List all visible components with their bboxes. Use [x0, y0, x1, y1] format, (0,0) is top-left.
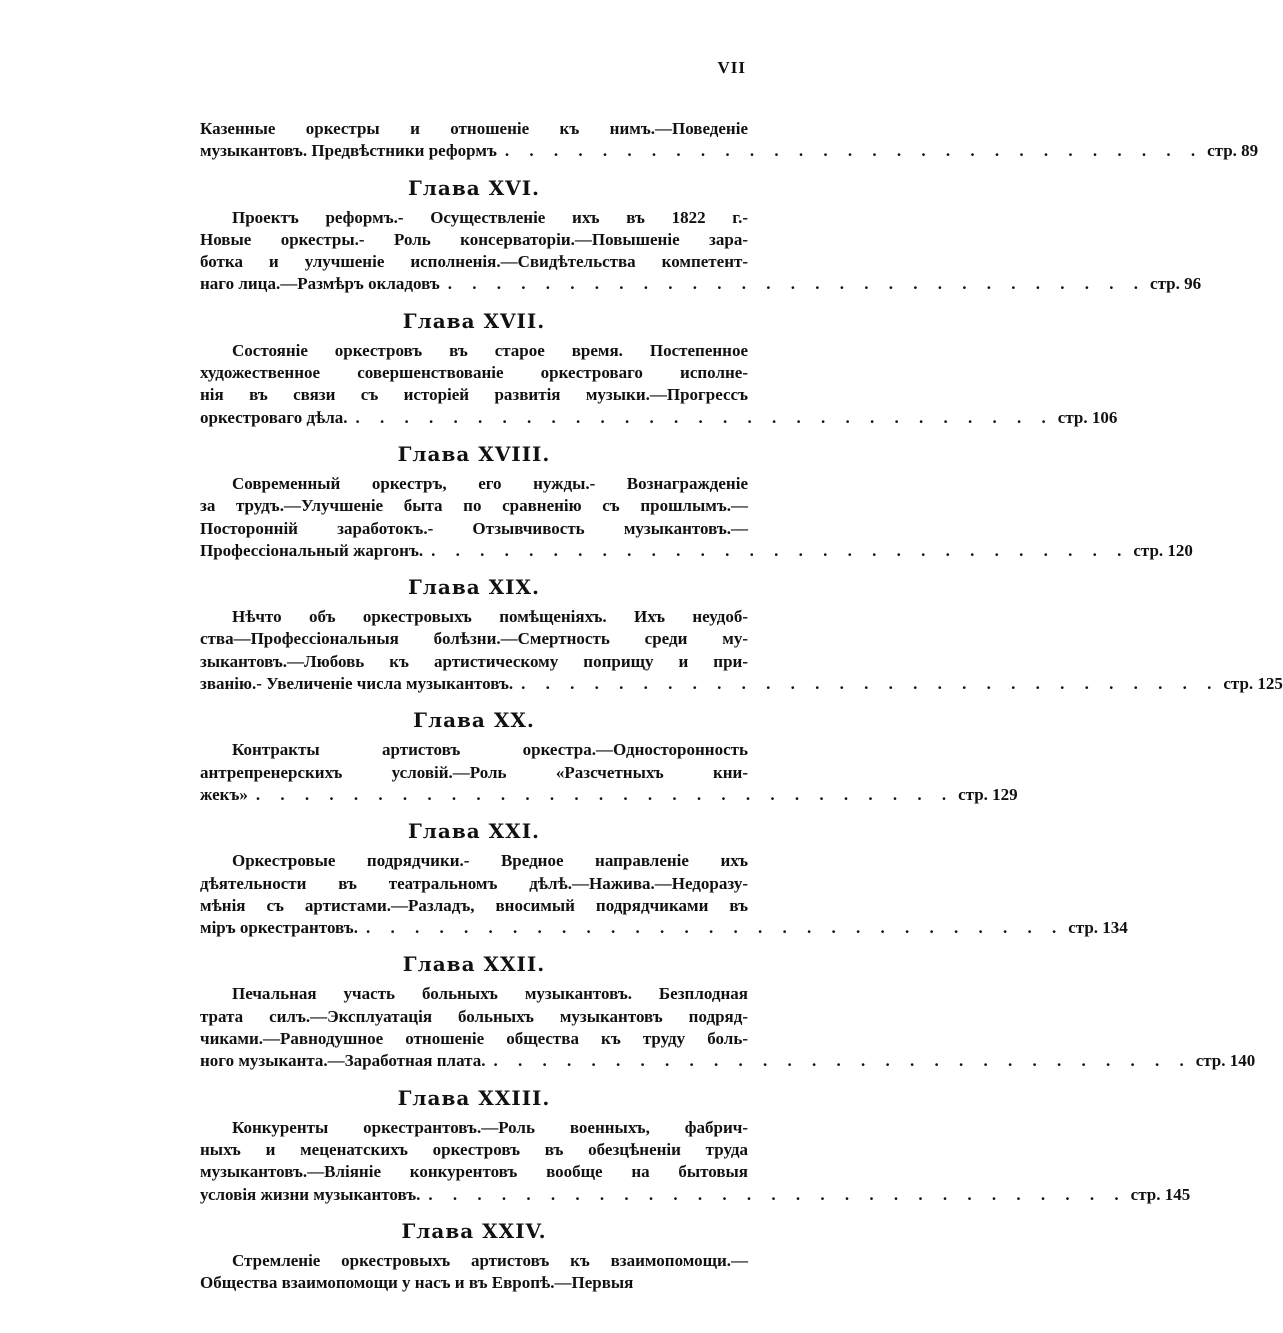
entry-line-text: ного музыканта.—Заработная плата. — [200, 1051, 486, 1071]
entry-line — [200, 495, 748, 517]
entry-line — [200, 850, 748, 872]
intro-entry — [200, 118, 1259, 163]
entry-line — [200, 540, 1193, 562]
entry-line — [200, 207, 748, 229]
page-reference: стр. 145 — [1130, 1184, 1191, 1204]
entry-line-text: музыкантовъ.—Вліяніе конкурентовъ вообще на бытовыя — [200, 1162, 748, 1182]
chapter-summary — [200, 850, 1128, 939]
page-reference: стр. 96 — [1150, 274, 1202, 294]
chapter-heading: Глава XXII. — [402, 952, 546, 977]
chapter-list — [200, 175, 1283, 1295]
entry-line — [200, 1028, 748, 1050]
entry-line-text: Профессіональный жаргонъ. — [200, 540, 424, 560]
entry-line-text: Проектъ реформъ.- Осуществленіе ихъ въ 1822 г.- — [232, 207, 748, 227]
page-reference: стр. 89 — [1207, 141, 1259, 161]
entry-line-text: художественное совершенствованіе оркестроваго исполне- — [200, 363, 748, 383]
page-reference: стр. 120 — [1133, 540, 1193, 560]
entry-line — [200, 518, 748, 540]
chapter-summary — [200, 606, 1283, 695]
chapter-summary — [200, 473, 1193, 562]
entry-line-text: Казенные оркестры и отношеніе къ нимъ.—Поведеніе — [200, 119, 748, 138]
entry-line-text: ства—Профессіональныя болѣзни.—Смертность среди му- — [200, 629, 748, 649]
entry-line-text: чиками.—Равнодушное отношеніе общества къ труду боль- — [200, 1029, 748, 1049]
entry-line-text: Оркестровые подрядчики.- Вредное направленіе ихъ — [232, 851, 748, 871]
entry-line — [200, 1250, 748, 1272]
entry-line — [200, 407, 1118, 429]
entry-line — [200, 384, 748, 406]
entry-line — [200, 473, 748, 495]
chapter-summary — [200, 1117, 1191, 1206]
entry-line-text: Состояніе оркестровъ въ старое время. Постепенное — [232, 340, 748, 360]
entry-line — [200, 673, 1283, 695]
entry-line-text: дѣятельности въ театральномъ дѣлѣ.—Нажива.—Недоразу- — [200, 873, 748, 893]
page-number: VII — [717, 58, 746, 77]
entry-line — [200, 762, 748, 784]
entry-line-text: зыкантовъ.—Любовь къ артистическому поприщу и при- — [200, 651, 748, 671]
entry-line-text: Общества взаимопомощи у насъ и въ Европѣ.—Первыя — [200, 1273, 634, 1293]
table-of-contents — [200, 118, 1283, 1294]
entry-line — [200, 1272, 748, 1294]
entry-line — [200, 1184, 1191, 1206]
chapter-heading: Глава XIX. — [407, 575, 541, 600]
entry-line — [200, 628, 748, 650]
chapter-heading: Глава XX. — [413, 708, 535, 733]
entry-line-text: Нѣчто объ оркестровыхъ помѣщеніяхъ. Ихъ неудоб- — [232, 607, 748, 627]
entry-line — [200, 340, 748, 362]
entry-line-text: музыкантовъ. Предвѣстники реформъ — [200, 141, 497, 161]
leader-dots: . . . . . . . . . . . . . . . . . . . . . . . . . . . . . — [521, 674, 1220, 694]
entry-line-text: Посторонній заработокъ.- Отзывчивость музыкантовъ.— — [200, 518, 748, 538]
entry-line — [200, 873, 748, 895]
entry-line-text: Контракты артистовъ оркестра.—Односторонность — [232, 740, 748, 760]
entry-line-text: Новые оркестры.- Роль консерваторіи.—Повышеніе зара- — [200, 229, 748, 249]
entry-line — [200, 1139, 748, 1161]
page-reference: стр. 134 — [1068, 918, 1128, 938]
chapter-heading: Глава XVII. — [402, 308, 546, 333]
entry-line-text: званію.- Увеличеніе числа музыкантовъ. — [200, 674, 514, 694]
leader-dots: . . . . . . . . . . . . . . . . . . . . . . . . . . . . . — [255, 784, 955, 804]
page-reference: стр. 125 — [1223, 674, 1283, 694]
entry-line — [200, 251, 748, 273]
entry-line — [200, 895, 748, 917]
entry-line — [200, 1050, 1256, 1072]
chapter-summary — [200, 1250, 748, 1295]
entry-line — [200, 739, 748, 761]
chapter-summary — [200, 983, 1256, 1072]
entry-line — [200, 140, 1259, 162]
entry-line-text: антрепренерскихъ условій.—Роль «Разсчетныхъ кни- — [200, 762, 748, 782]
entry-line-text: ботка и улучшеніе исполненія.—Свидѣтельства компетент- — [200, 252, 748, 272]
entry-line-text: условія жизни музыкантовъ. — [200, 1184, 421, 1204]
chapter-summary — [200, 207, 1202, 296]
chapter-heading: Глава XXIV. — [401, 1218, 547, 1243]
entry-line-text: наго лица.—Размѣръ окладовъ — [200, 274, 440, 294]
entry-line-text: жекъ» — [200, 784, 248, 804]
entry-line — [200, 983, 748, 1005]
chapter-heading: Глава XXI. — [407, 819, 541, 844]
chapter-summary — [200, 340, 1118, 429]
leader-dots: . . . . . . . . . . . . . . . . . . . . . . . . . . . . . — [504, 141, 1204, 161]
page-reference: стр. 106 — [1057, 407, 1118, 427]
entry-line-text: Стремленіе оркестровыхъ артистовъ къ взаимопомощи.— — [232, 1250, 748, 1270]
page-reference: стр. 140 — [1195, 1051, 1256, 1071]
entry-line-text: ныхъ и меценатскихъ оркестровъ въ обезцѣненіи труда — [200, 1139, 748, 1159]
entry-line-text: за трудъ.—Улучшеніе быта по сравненію съ прошлымъ.— — [200, 496, 748, 516]
leader-dots: . . . . . . . . . . . . . . . . . . . . . . . . . . . . . — [428, 1184, 1127, 1204]
chapter-heading: Глава XVIII. — [397, 441, 551, 466]
chapter-heading: Глава XVI. — [407, 175, 541, 200]
entry-line — [200, 651, 748, 673]
entry-line — [200, 1117, 748, 1139]
entry-line — [200, 1006, 748, 1028]
entry-line-text: мѣнія съ артистами.—Разладъ, вносимый подрядчиками въ — [200, 895, 748, 915]
entry-line — [200, 784, 1018, 806]
leader-dots: . . . . . . . . . . . . . . . . . . . . . . . . . . . . . — [365, 918, 1065, 938]
leader-dots: . . . . . . . . . . . . . . . . . . . . . . . . . . . . . — [431, 540, 1130, 560]
entry-line-text: Печальная участь больныхъ музыкантовъ. Безплодная — [232, 984, 748, 1004]
entry-line-text: нія въ связи съ исторіей развитія музыки.—Прогрессъ — [200, 385, 748, 405]
entry-line — [200, 362, 748, 384]
chapter-summary — [200, 739, 1018, 806]
entry-line — [200, 1161, 748, 1183]
entry-line — [200, 917, 1128, 939]
entry-line-text: оркестроваго дѣла. — [200, 407, 348, 427]
leader-dots: . . . . . . . . . . . . . . . . . . . . . . . . . . . . . — [355, 407, 1054, 427]
page-reference: стр. 129 — [958, 784, 1018, 804]
leader-dots: . . . . . . . . . . . . . . . . . . . . . . . . . . . . . — [447, 274, 1147, 294]
entry-line-text: міръ оркестрантовъ. — [200, 918, 358, 938]
entry-line — [200, 606, 748, 628]
chapter-heading: Глава XXIII. — [397, 1085, 551, 1110]
entry-line — [200, 118, 748, 140]
entry-line — [200, 229, 748, 251]
entry-line — [200, 273, 1202, 295]
entry-line-text: трата силъ.—Эксплуатація больныхъ музыкантовъ подряд- — [200, 1006, 748, 1026]
leader-dots: . . . . . . . . . . . . . . . . . . . . . . . . . . . . . — [493, 1051, 1192, 1071]
entry-line-text: Современный оркестръ, его нужды.- Вознагражденіе — [232, 473, 748, 493]
entry-line-text: Конкуренты оркестрантовъ.—Роль военныхъ, фабрич- — [232, 1117, 748, 1137]
